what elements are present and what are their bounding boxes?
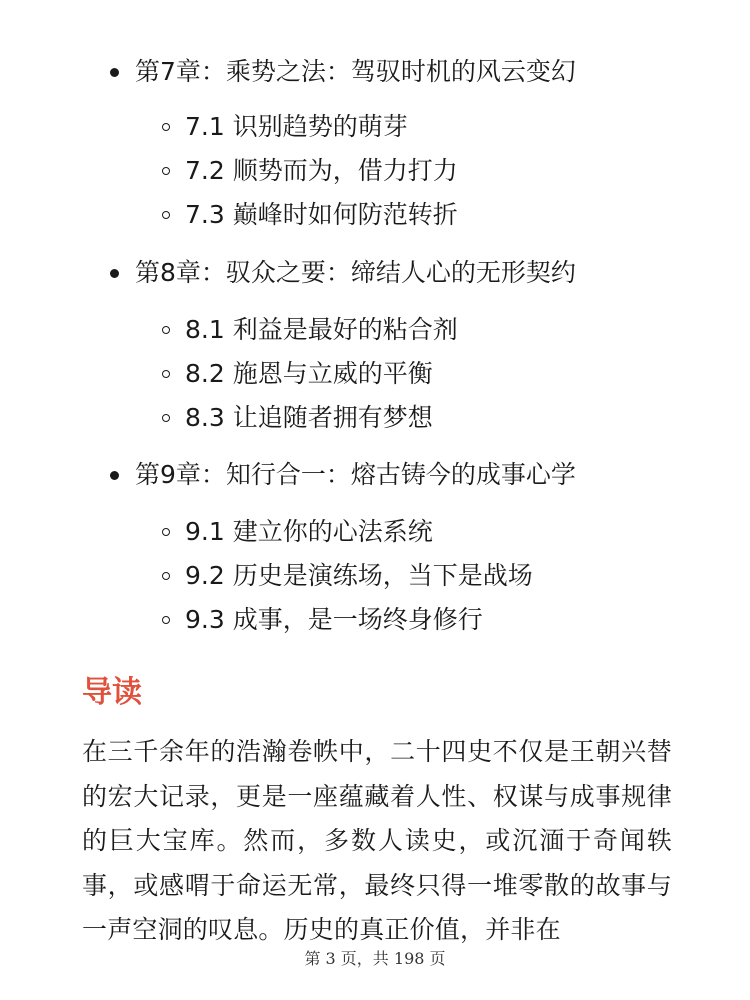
bullet-circle-icon (162, 528, 170, 536)
section-label: 7.1 识别趋势的萌芽 (185, 112, 408, 141)
toc-section-9-3 (162, 600, 483, 640)
toc-section-8-1 (162, 310, 458, 350)
bullet-circle-icon (162, 616, 170, 624)
section-label: 8.2 施恩与立威的平衡 (185, 359, 433, 388)
toc-section-7-1 (162, 107, 408, 147)
toc-section-8-2 (162, 354, 433, 394)
toc-chapter-9 (110, 455, 576, 495)
bullet-circle-icon (162, 123, 170, 131)
section-label: 7.3 巅峰时如何防范转折 (185, 200, 458, 229)
bullet-disc-icon (110, 471, 119, 480)
toc-section-9-2 (162, 556, 533, 596)
chapter-label: 第9章：知行合一：熔古铸今的成事心学 (135, 460, 576, 489)
bullet-circle-icon (162, 572, 170, 580)
bullet-circle-icon (162, 326, 170, 334)
bullet-circle-icon (162, 370, 170, 378)
bullet-disc-icon (110, 68, 119, 77)
section-label: 7.2 顺势而为，借力打力 (185, 156, 458, 185)
toc-section-7-2 (162, 151, 458, 191)
bullet-disc-icon (110, 269, 119, 278)
chapter-label: 第8章：驭众之要：缔结人心的无形契约 (135, 258, 576, 287)
chapter-label: 第7章：乘势之法：驾驭时机的风云变幻 (135, 57, 576, 86)
section-label: 9.2 历史是演练场，当下是战场 (185, 561, 533, 590)
toc-section-8-3 (162, 398, 433, 438)
page-footer: 第 3 页，共 198 页 (304, 949, 446, 968)
toc-chapter-7 (110, 52, 576, 92)
toc-section-7-3 (162, 195, 458, 235)
bullet-circle-icon (162, 414, 170, 422)
toc-chapter-8 (110, 253, 576, 293)
intro-heading: 导读 (82, 675, 142, 710)
section-label: 9.3 成事，是一场终身修行 (185, 605, 483, 634)
intro-paragraph: 在三千余年的浩瀚卷帙中，二十四史不仅是王朝兴替的宏大记录，更是一座蕴藏着人性、权谋与成事规律的巨大宝库。然而，多数人读史，或沉湎于奇闻轶事，或感喟于命运无常，最终只得一堆零散的故事与一声空洞的叹息。历史的真正价值，并非在 (82, 737, 672, 944)
bullet-circle-icon (162, 211, 170, 219)
toc-section-9-1 (162, 512, 433, 552)
section-label: 9.1 建立你的心法系统 (185, 517, 433, 546)
section-label: 8.1 利益是最好的粘合剂 (185, 315, 458, 344)
section-label: 8.3 让追随者拥有梦想 (185, 403, 433, 432)
bullet-circle-icon (162, 167, 170, 175)
